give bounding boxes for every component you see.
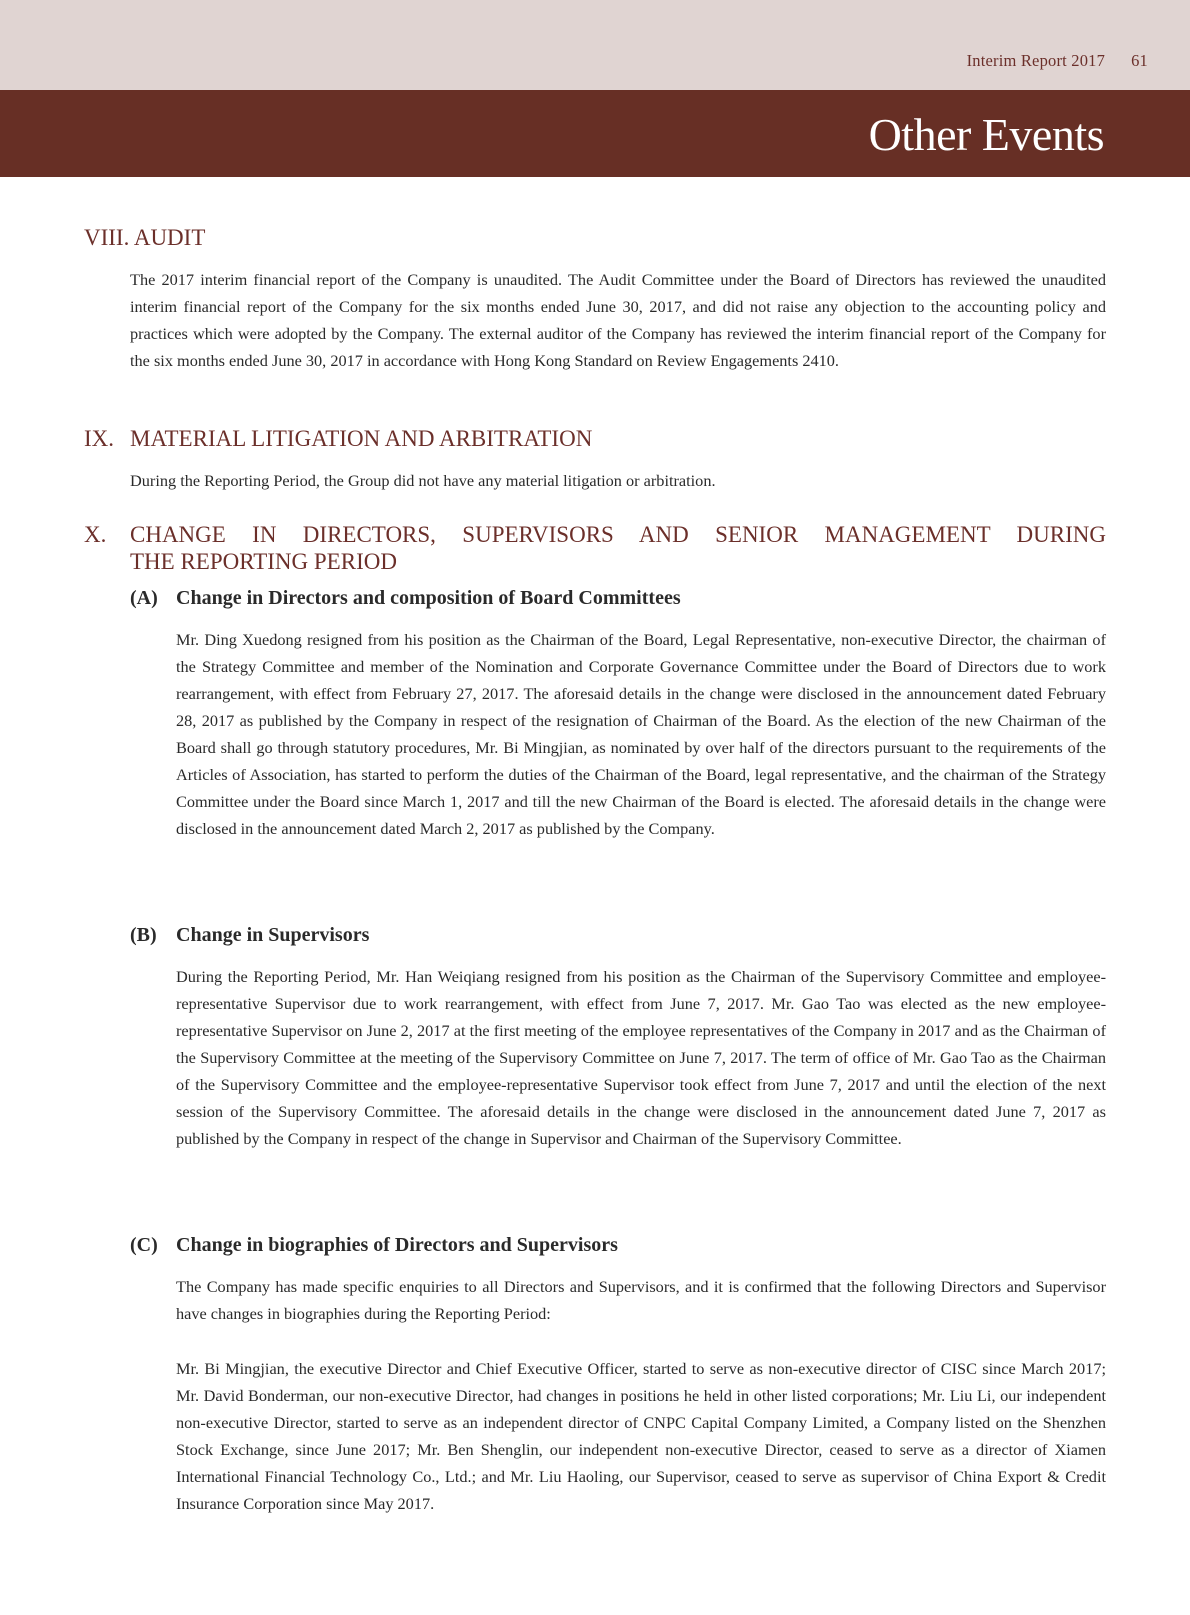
supervisors-change-paragraph: During the Reporting Period, Mr. Han Weiqiang resigned from his position as the Chairman of the Supervisory Committee and employee-representative Supervisor due to work rearrangement, with effect from June 7, 2017. Mr. Gao Tao was elected as the new employee-representative Supervisor on June 2, 2017 at the first meeting of the employee representatives of the Company in 2017 and as the Chairman of the Supervisory Committee at the meeting of the Supervisory Committee on June 7, 2017. The term of office of Mr. Gao Tao as the Chairman of the Supervisory Committee and the employee-representative Supervisor took effect from June 7, 2017 and until the election of the next session of the Supervisory Committee. The aforesaid details in the change were disclosed in the announcement dated June 7, 2017 as published by the Company in respect of the change in Supervisor and Chairman of the Supervisory Committee. bbox=[176, 967, 1106, 1148]
subsection-title: Change in Directors and composition of Board Committees bbox=[176, 587, 681, 609]
section-heading-changes bbox=[84, 521, 1106, 575]
section-title: MATERIAL LITIGATION AND ARBITRATION bbox=[130, 426, 593, 451]
page-number: 61 bbox=[1131, 51, 1148, 70]
directors-change-paragraph: Mr. Ding Xuedong resigned from his position as the Chairman of the Board, Legal Representative, non-executive Director, the chairman of the Strategy Committee and member of the Nomination and Corporate Governance Committee under the Board of Directors due to work rearrangement, with effect from February 27, 2017. The aforesaid details in the change were disclosed in the announcement dated February 28, 2017 as published by the Company in respect of the resignation of Chairman of the Board. As the election of the new Chairman of the Board shall go through statutory procedures, Mr. Bi Mingjian, as nominated by over half of the directors pursuant to the requirements of the Articles of Association, has started to perform the duties of the Chairman of the Board, legal representative, and the chairman of the Strategy Committee under the Board since March 1, 2017 and till the new Chairman of the Board is elected. The aforesaid details in the change were disclosed in the announcement dated March 2, 2017 as published by the Company. bbox=[176, 630, 1106, 838]
biographies-intro-paragraph: The Company has made specific enquiries to all Directors and Supervisors, and it is confirmed that the following Directors and Supervisor have changes in biographies during the Reporting Period: bbox=[176, 1277, 1106, 1323]
running-header bbox=[967, 51, 1148, 71]
subsection-heading-supervisors bbox=[130, 924, 369, 947]
chapter-title: Other Events bbox=[868, 109, 1104, 160]
section-heading-litigation bbox=[84, 425, 592, 452]
header-band bbox=[0, 0, 1190, 90]
subsection-letter: (B) bbox=[130, 924, 157, 946]
section-title-line-2: THE REPORTING PERIOD bbox=[130, 549, 397, 574]
subsection-heading-biographies bbox=[130, 1234, 618, 1257]
section-number: X. bbox=[84, 522, 107, 547]
section-number: VIII. bbox=[84, 225, 130, 250]
subsection-title: Change in biographies of Directors and Supervisors bbox=[176, 1234, 618, 1256]
subsection-letter: (C) bbox=[130, 1234, 158, 1256]
audit-paragraph: The 2017 interim financial report of the Company is unaudited. The Audit Committee under the Board of Directors has reviewed the unaudited interim financial report of the Company for the six months ended June 30, 2017, and did not raise any objection to the accounting policy and practices which were adopted by the Company. The external auditor of the Company has reviewed the interim financial report of the Company for the six months ended June 30, 2017 in accordance with Hong Kong Standard on Review Engagements 2410. bbox=[130, 270, 1106, 370]
section-title bbox=[130, 521, 1106, 575]
section-heading-audit bbox=[84, 224, 205, 251]
section-number: IX. bbox=[84, 426, 115, 451]
section-title-line-1: CHANGE IN DIRECTORS, SUPERVISORS AND SENIOR MANAGEMENT DURING bbox=[130, 522, 1106, 547]
report-title: Interim Report 2017 bbox=[966, 51, 1106, 70]
subsection-heading-directors bbox=[130, 587, 681, 610]
section-title: AUDIT bbox=[133, 225, 206, 250]
subsection-title: Change in Supervisors bbox=[176, 924, 370, 946]
biographies-detail-paragraph: Mr. Bi Mingjian, the executive Director and Chief Executive Officer, started to serve as non-executive director of CISC since March 2017; Mr. David Bonderman, our non-executive Director, had changes in positions he held in other listed corporations; Mr. Liu Li, our independent non-executive Director, started to serve as an independent director of CNPC Capital Company Limited, a Company listed on the Shenzhen Stock Exchange, since June 2017; Mr. Ben Shenglin, our independent non-executive Director, ceased to serve as a director of Xiamen International Financial Technology Co., Ltd.; and Mr. Liu Haoling, our Supervisor, ceased to serve as supervisor of China Export & Credit Insurance Corporation since May 2017. bbox=[176, 1359, 1106, 1513]
subsection-letter: (A) bbox=[130, 587, 158, 609]
litigation-paragraph: During the Reporting Period, the Group did not have any material litigation or arbitration. bbox=[130, 471, 716, 490]
